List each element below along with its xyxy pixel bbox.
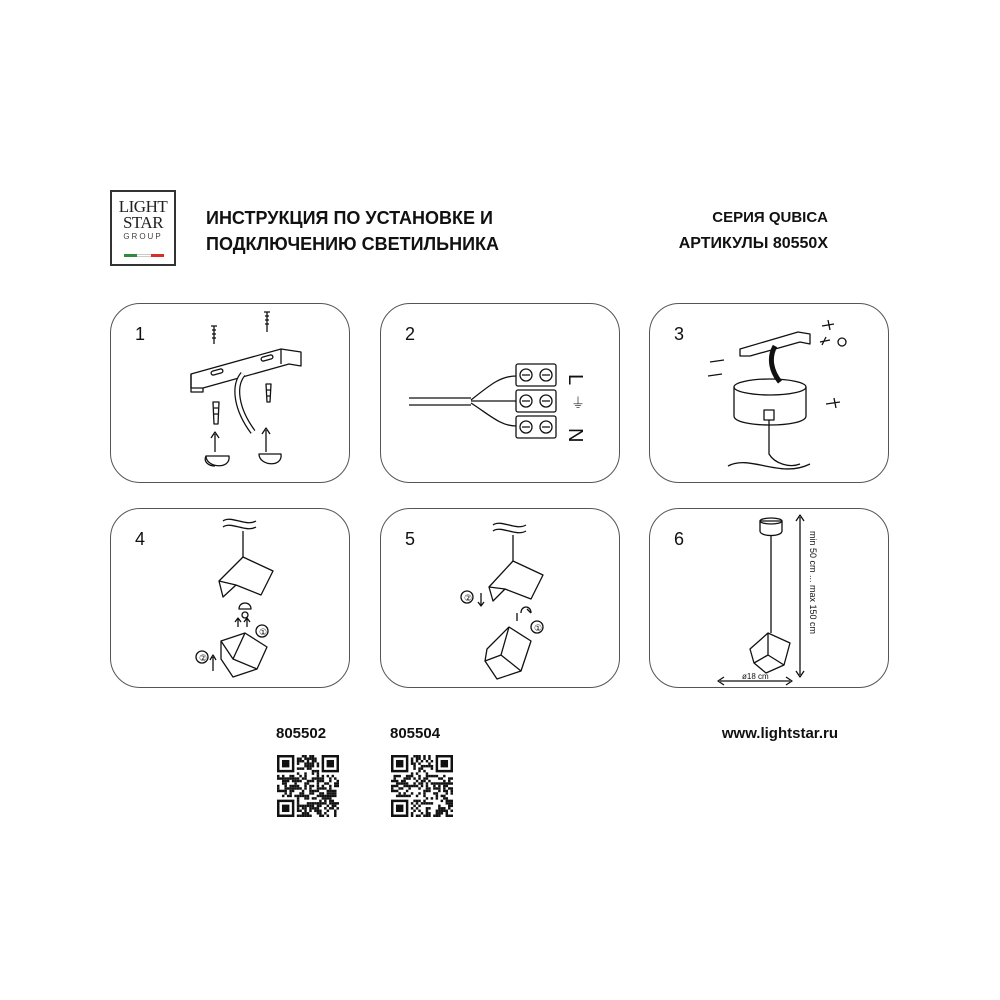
logo-line2: STAR bbox=[122, 213, 164, 232]
title-line2: ПОДКЛЮЧЕНИЮ СВЕТИЛЬНИКА bbox=[206, 234, 500, 254]
step-panel-3 bbox=[649, 303, 889, 483]
italian-flag-icon bbox=[124, 254, 164, 257]
step-number: 4 bbox=[135, 529, 146, 549]
article-numbers: АРТИКУЛЫ 80550X bbox=[678, 235, 828, 252]
step-marker-2: ② bbox=[464, 593, 473, 603]
step-panel-1 bbox=[110, 303, 350, 483]
step-number: 5 bbox=[405, 529, 416, 549]
page-title bbox=[206, 205, 499, 257]
step-panel-6 bbox=[649, 508, 889, 688]
article-code-2: 805504 bbox=[390, 725, 441, 742]
diameter-dimension: ø18 cm bbox=[742, 672, 769, 681]
step-panel-4 bbox=[110, 508, 350, 688]
wire-label-N: N bbox=[564, 428, 586, 443]
shade-assembly-illustration bbox=[111, 509, 351, 689]
canopy-mounting-illustration bbox=[650, 304, 890, 484]
step-number: 1 bbox=[135, 324, 146, 344]
mounting-bracket-illustration bbox=[111, 304, 351, 484]
step-number: 3 bbox=[674, 324, 685, 344]
website-link[interactable]: www.lightstar.ru bbox=[721, 725, 838, 742]
qr-code-805502 bbox=[277, 755, 339, 817]
logo-line1: LIGHT bbox=[118, 197, 168, 216]
brand-logo bbox=[110, 190, 176, 266]
step-marker-2: ② bbox=[199, 653, 208, 663]
step-panel-5 bbox=[380, 508, 620, 688]
wiring-terminal-illustration bbox=[381, 304, 621, 484]
qr-code-805504 bbox=[391, 755, 453, 817]
step-number: 2 bbox=[405, 324, 416, 344]
article-code-1: 805502 bbox=[276, 725, 327, 742]
shade-fixing-illustration bbox=[381, 509, 621, 689]
logo-line3: GROUP bbox=[123, 232, 163, 241]
height-dimension: min 50 cm ... max 150 cm bbox=[808, 531, 818, 635]
series-name: СЕРИЯ QUBICA bbox=[712, 209, 828, 226]
step-number: 6 bbox=[674, 529, 685, 549]
step-marker-1: ① bbox=[259, 627, 268, 637]
step-panel-2 bbox=[380, 303, 620, 483]
step-marker-1: ① bbox=[534, 623, 543, 633]
title-line1: ИНСТРУКЦИЯ ПО УСТАНОВКЕ И bbox=[206, 208, 493, 228]
wire-label-L: L bbox=[564, 374, 586, 386]
wire-label-ground: ⏚ bbox=[571, 395, 585, 411]
series-info bbox=[628, 205, 828, 257]
dimensions-illustration bbox=[650, 509, 890, 689]
